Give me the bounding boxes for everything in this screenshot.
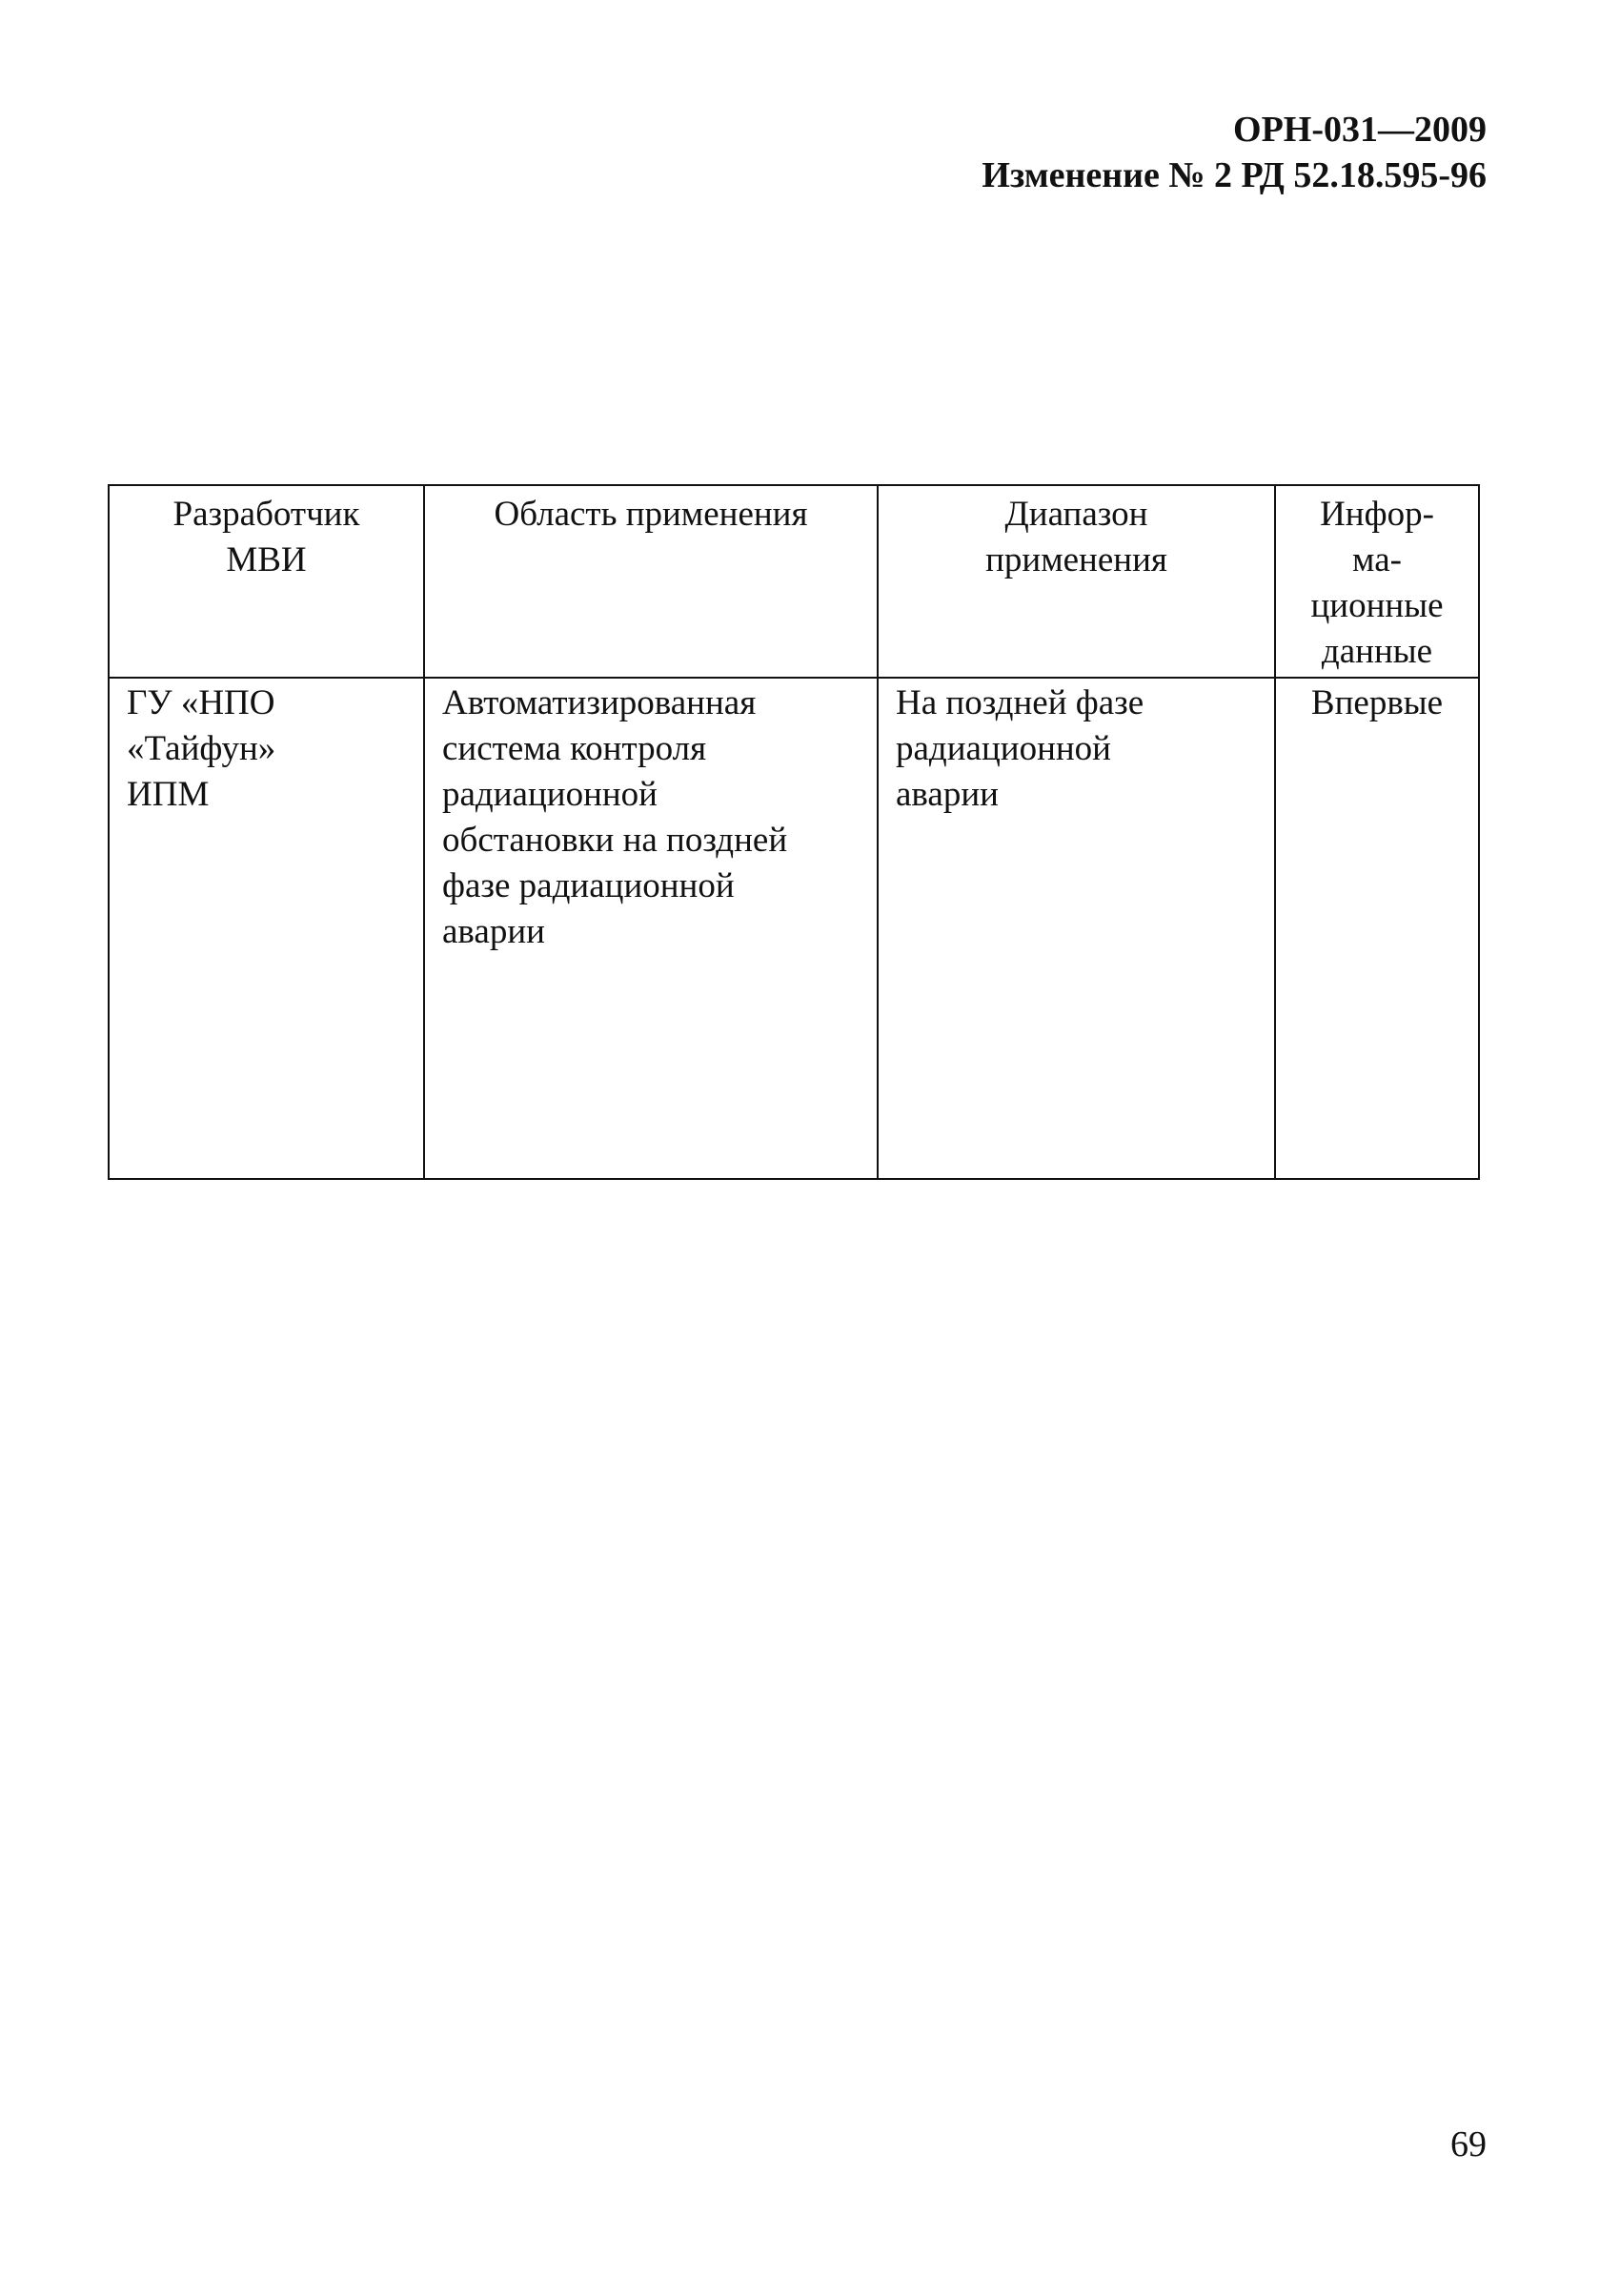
table-row: [109, 678, 1479, 1179]
column-header-info: Инфор- ма- ционные данные: [1275, 485, 1479, 678]
column-header-scope: Область применения: [424, 485, 878, 678]
document-code: ОРН-031—2009: [1233, 110, 1487, 150]
change-reference: Изменение № 2 РД 52.18.595-96: [982, 155, 1487, 195]
column-header-range: Диапазон применения: [878, 485, 1275, 678]
cell-info: Впервые: [1275, 678, 1479, 1179]
column-header-developer: Разработчик МВИ: [109, 485, 424, 678]
cell-scope: Автоматизированная система контроля радиационной обстановки на поздней фазе радиационной аварии: [424, 678, 878, 1179]
cell-developer: ГУ «НПО «Тайфун» ИПМ: [109, 678, 424, 1179]
cell-range: На поздней фазе радиационной аварии: [878, 678, 1275, 1179]
methods-table: [108, 484, 1480, 1180]
table-header-row: [109, 485, 1479, 678]
page-number: 69: [1450, 2124, 1487, 2164]
document-header: [982, 107, 1487, 198]
